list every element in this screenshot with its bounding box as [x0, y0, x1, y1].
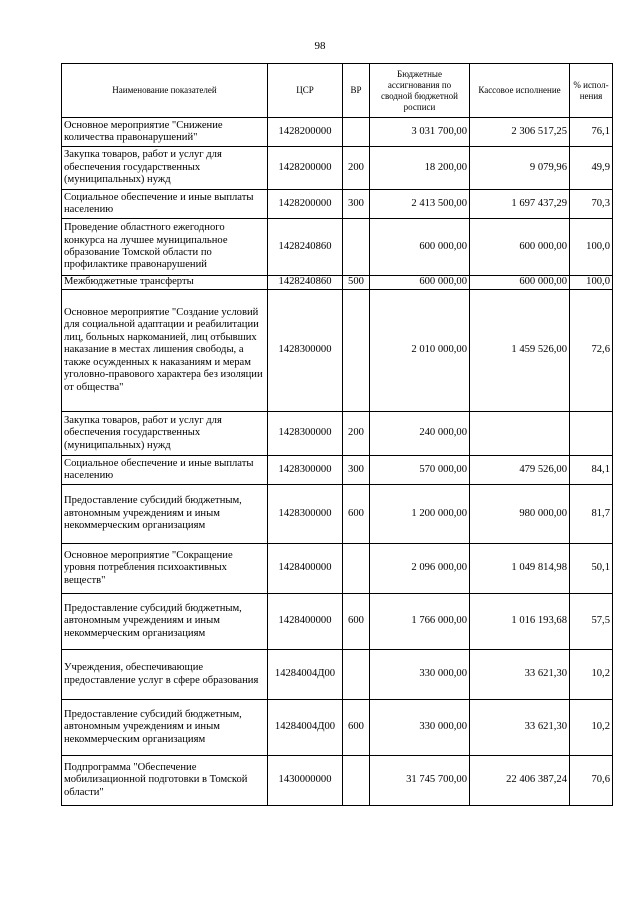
row-budget: 2 413 500,00 — [370, 190, 470, 219]
table-row — [62, 650, 613, 700]
table-row — [62, 544, 613, 594]
header-budget: Бюджетные ассигнования по сводной бюджетной росписи — [370, 64, 470, 118]
page-number: 98 — [314, 40, 326, 52]
table-row — [62, 485, 613, 544]
row-percent: 70,6 — [570, 756, 613, 806]
row-csr: 1428300000 — [268, 485, 343, 544]
row-cash: 1 697 437,29 — [470, 190, 570, 219]
row-cash: 600 000,00 — [470, 219, 570, 276]
table-header-row — [62, 64, 613, 118]
row-cash: 33 621,30 — [470, 650, 570, 700]
header-name: Наименование показателей — [62, 64, 268, 118]
row-vr: 200 — [343, 147, 370, 190]
header-cash: Кассовое исполнение — [470, 64, 570, 118]
row-percent — [570, 412, 613, 456]
row-budget: 31 745 700,00 — [370, 756, 470, 806]
row-percent: 57,5 — [570, 594, 613, 650]
row-cash: 980 000,00 — [470, 485, 570, 544]
row-percent: 81,7 — [570, 485, 613, 544]
row-name: Основное мероприятие "Создание условий для социальной адаптации и реабилитации лиц, больных наркоманией, лиц отбывших наказание в местах лишения свободы, а также осужденных к наказаниям и мерам уголовно-правового характера без изоляции от общества" — [62, 290, 268, 412]
table-row — [62, 594, 613, 650]
row-cash: 1 049 814,98 — [470, 544, 570, 594]
row-vr: 200 — [343, 412, 370, 456]
row-vr: 500 — [343, 276, 370, 290]
table-row — [62, 456, 613, 485]
row-vr — [343, 118, 370, 147]
header-percent: % испол-нения — [570, 64, 613, 118]
row-cash: 600 000,00 — [470, 276, 570, 290]
row-name: Предоставление субсидий бюджетным, автономным учреждениям и иным некоммерческим организациям — [62, 700, 268, 756]
row-percent: 76,1 — [570, 118, 613, 147]
row-name: Основное мероприятие "Снижение количества правонарушений" — [62, 118, 268, 147]
row-csr: 1428300000 — [268, 412, 343, 456]
row-budget: 18 200,00 — [370, 147, 470, 190]
row-budget: 570 000,00 — [370, 456, 470, 485]
row-cash — [470, 412, 570, 456]
row-name: Подпрограмма "Обеспечение мобилизационной подготовки в Томской области" — [62, 756, 268, 806]
row-cash: 2 306 517,25 — [470, 118, 570, 147]
row-vr: 600 — [343, 485, 370, 544]
row-csr: 1428400000 — [268, 544, 343, 594]
header-csr: ЦСР — [268, 64, 343, 118]
row-csr: 1428300000 — [268, 456, 343, 485]
row-percent: 10,2 — [570, 650, 613, 700]
row-csr: 1428200000 — [268, 147, 343, 190]
row-csr: 14284004Д00 — [268, 650, 343, 700]
row-percent: 84,1 — [570, 456, 613, 485]
row-budget: 330 000,00 — [370, 700, 470, 756]
row-name: Межбюджетные трансферты — [62, 276, 268, 290]
row-csr: 14284004Д00 — [268, 700, 343, 756]
row-name: Предоставление субсидий бюджетным, автономным учреждениям и иным некоммерческим организациям — [62, 485, 268, 544]
row-percent: 100,0 — [570, 219, 613, 276]
row-csr: 1428200000 — [268, 190, 343, 219]
table-row — [62, 147, 613, 190]
row-budget: 240 000,00 — [370, 412, 470, 456]
row-vr: 600 — [343, 594, 370, 650]
row-budget: 2 096 000,00 — [370, 544, 470, 594]
row-percent: 49,9 — [570, 147, 613, 190]
table-row — [62, 276, 613, 290]
row-budget: 3 031 700,00 — [370, 118, 470, 147]
row-percent: 72,6 — [570, 290, 613, 412]
table-row — [62, 756, 613, 806]
row-name: Закупка товаров, работ и услуг для обеспечения государственных (муниципальных) нужд — [62, 147, 268, 190]
row-name: Проведение областного ежегодного конкурса на лучшее муниципальное образование Томской области по профилактике правонарушений — [62, 219, 268, 276]
row-cash: 9 079,96 — [470, 147, 570, 190]
table-row — [62, 412, 613, 456]
row-name: Закупка товаров, работ и услуг для обеспечения государственных (муниципальных) нужд — [62, 412, 268, 456]
row-vr: 600 — [343, 700, 370, 756]
row-vr — [343, 290, 370, 412]
row-budget: 1 766 000,00 — [370, 594, 470, 650]
row-csr: 1428400000 — [268, 594, 343, 650]
row-cash: 22 406 387,24 — [470, 756, 570, 806]
row-budget: 600 000,00 — [370, 276, 470, 290]
row-cash: 33 621,30 — [470, 700, 570, 756]
row-csr: 1430000000 — [268, 756, 343, 806]
row-percent: 10,2 — [570, 700, 613, 756]
row-csr: 1428300000 — [268, 290, 343, 412]
row-name: Социальное обеспечение и иные выплаты населению — [62, 456, 268, 485]
row-budget: 1 200 000,00 — [370, 485, 470, 544]
row-cash: 479 526,00 — [470, 456, 570, 485]
table-row — [62, 219, 613, 276]
row-name: Предоставление субсидий бюджетным, автономным учреждениям и иным некоммерческим организациям — [62, 594, 268, 650]
row-budget: 2 010 000,00 — [370, 290, 470, 412]
table-row — [62, 290, 613, 412]
table-row — [62, 700, 613, 756]
row-cash: 1 459 526,00 — [470, 290, 570, 412]
row-name: Основное мероприятие "Сокращение уровня потребления психоактивных веществ" — [62, 544, 268, 594]
header-vr: ВР — [343, 64, 370, 118]
table-row — [62, 118, 613, 147]
row-percent: 100,0 — [570, 276, 613, 290]
row-percent: 50,1 — [570, 544, 613, 594]
table-row — [62, 190, 613, 219]
row-budget: 600 000,00 — [370, 219, 470, 276]
row-vr — [343, 219, 370, 276]
row-vr — [343, 544, 370, 594]
row-name: Учреждения, обеспечивающие предоставление услуг в сфере образования — [62, 650, 268, 700]
row-budget: 330 000,00 — [370, 650, 470, 700]
row-csr: 1428240860 — [268, 219, 343, 276]
row-vr — [343, 756, 370, 806]
row-vr: 300 — [343, 456, 370, 485]
row-name: Социальное обеспечение и иные выплаты населению — [62, 190, 268, 219]
row-csr: 1428200000 — [268, 118, 343, 147]
row-percent: 70,3 — [570, 190, 613, 219]
row-cash: 1 016 193,68 — [470, 594, 570, 650]
row-vr: 300 — [343, 190, 370, 219]
budget-execution-table — [61, 63, 613, 806]
row-vr — [343, 650, 370, 700]
row-csr: 1428240860 — [268, 276, 343, 290]
